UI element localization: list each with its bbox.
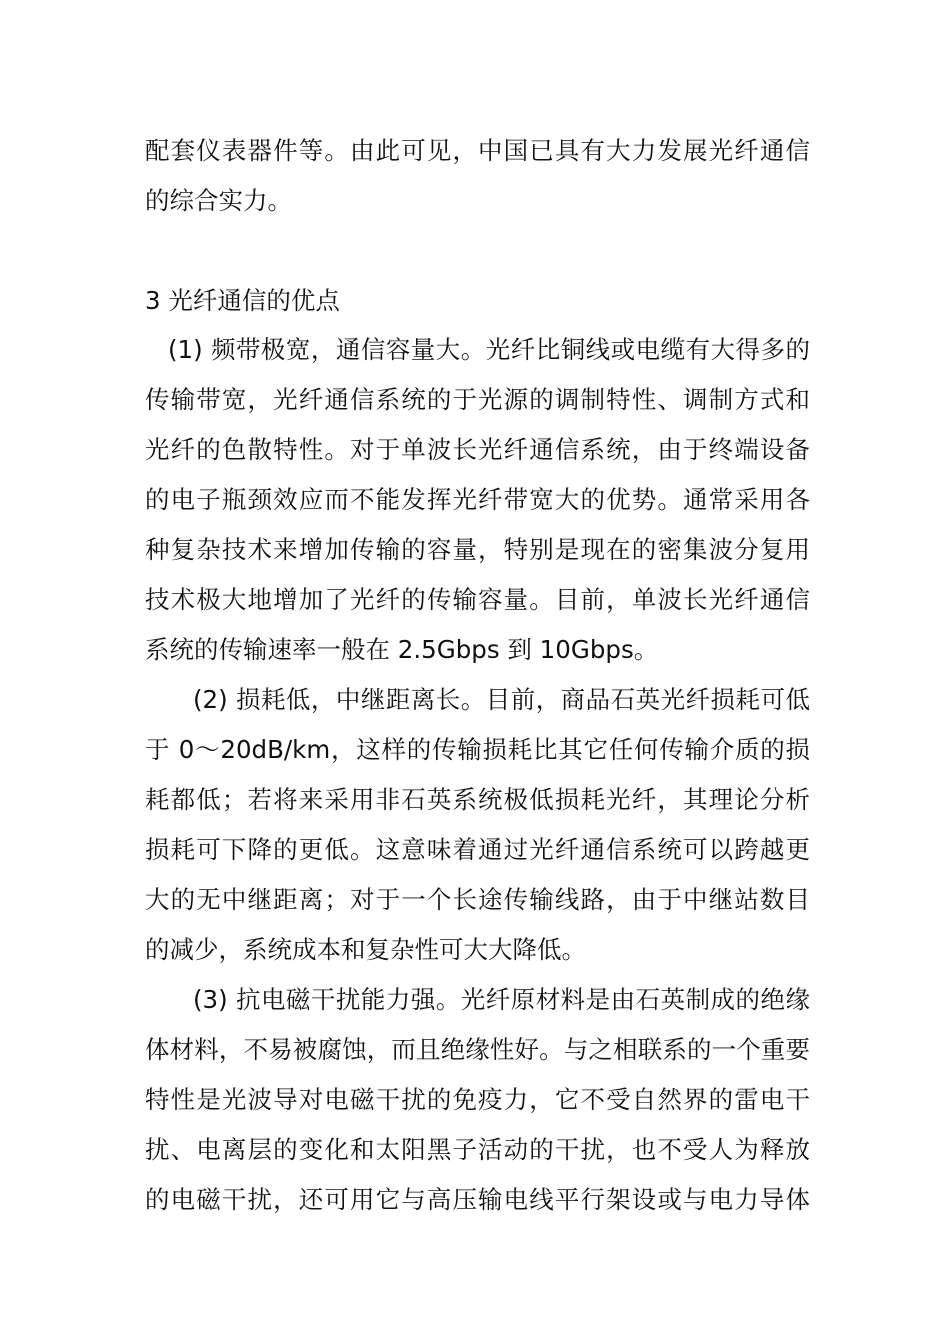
intro-line-1: 配套仪表器件等。由此可见，中国已具有大力发展光纤通信 — [145, 136, 810, 165]
paragraph-1-line-1: (1) 频带极宽，通信容量大。光纤比铜线或电缆有大得多的 — [168, 335, 810, 364]
paragraph-2-line-1: (2) 损耗低，中继距离长。目前，商品石英光纤损耗可低 — [193, 685, 810, 714]
paragraph-1-line-5: 种复杂技术来增加传输的容量，特别是现在的密集波分复用 — [145, 535, 810, 564]
paragraph-2-line-2: 于 0～20dB/km，这样的传输损耗比其它任何传输介质的损 — [145, 735, 810, 764]
paragraph-1-line-7: 系统的传输速率一般在 2.5Gbps 到 10Gbps。 — [145, 635, 659, 664]
paragraph-3-line-2: 体材料，不易被腐蚀，而且绝缘性好。与之相联系的一个重要 — [145, 1035, 810, 1064]
paragraph-3-line-5: 的电磁干扰，还可用它与高压输电线平行架设或与电力导体 — [145, 1185, 810, 1214]
paragraph-2-line-5: 大的无中继距离；对于一个长途传输线路，由于中继站数目 — [145, 885, 810, 914]
paragraph-2-line-4: 损耗可下降的更低。这意味着通过光纤通信系统可以跨越更 — [145, 835, 810, 864]
section-heading: 3 光纤通信的优点 — [145, 286, 340, 315]
paragraph-2-line-6: 的减少，系统成本和复杂性可大大降低。 — [145, 935, 586, 964]
paragraph-3-line-3: 特性是光波导对电磁干扰的免疫力，它不受自然界的雷电干 — [145, 1085, 810, 1114]
paragraph-1-line-3: 光纤的色散特性。对于单波长光纤通信系统，由于终端设备 — [145, 435, 810, 464]
paragraph-1-line-4: 的电子瓶颈效应而不能发挥光纤带宽大的优势。通常采用各 — [145, 485, 810, 514]
paragraph-2-line-3: 耗都低；若将来采用非石英系统极低损耗光纤，其理论分析 — [145, 785, 810, 814]
paragraph-1-line-2: 传输带宽，光纤通信系统的于光源的调制特性、调制方式和 — [145, 385, 810, 414]
intro-line-2: 的综合实力。 — [145, 186, 292, 215]
paragraph-3-line-4: 扰、电离层的变化和太阳黑子活动的干扰，也不受人为释放 — [145, 1135, 810, 1164]
paragraph-1-line-6: 技术极大地增加了光纤的传输容量。目前，单波长光纤通信 — [145, 585, 810, 614]
paragraph-3-line-1: (3) 抗电磁干扰能力强。光纤原材料是由石英制成的绝缘 — [193, 985, 810, 1014]
